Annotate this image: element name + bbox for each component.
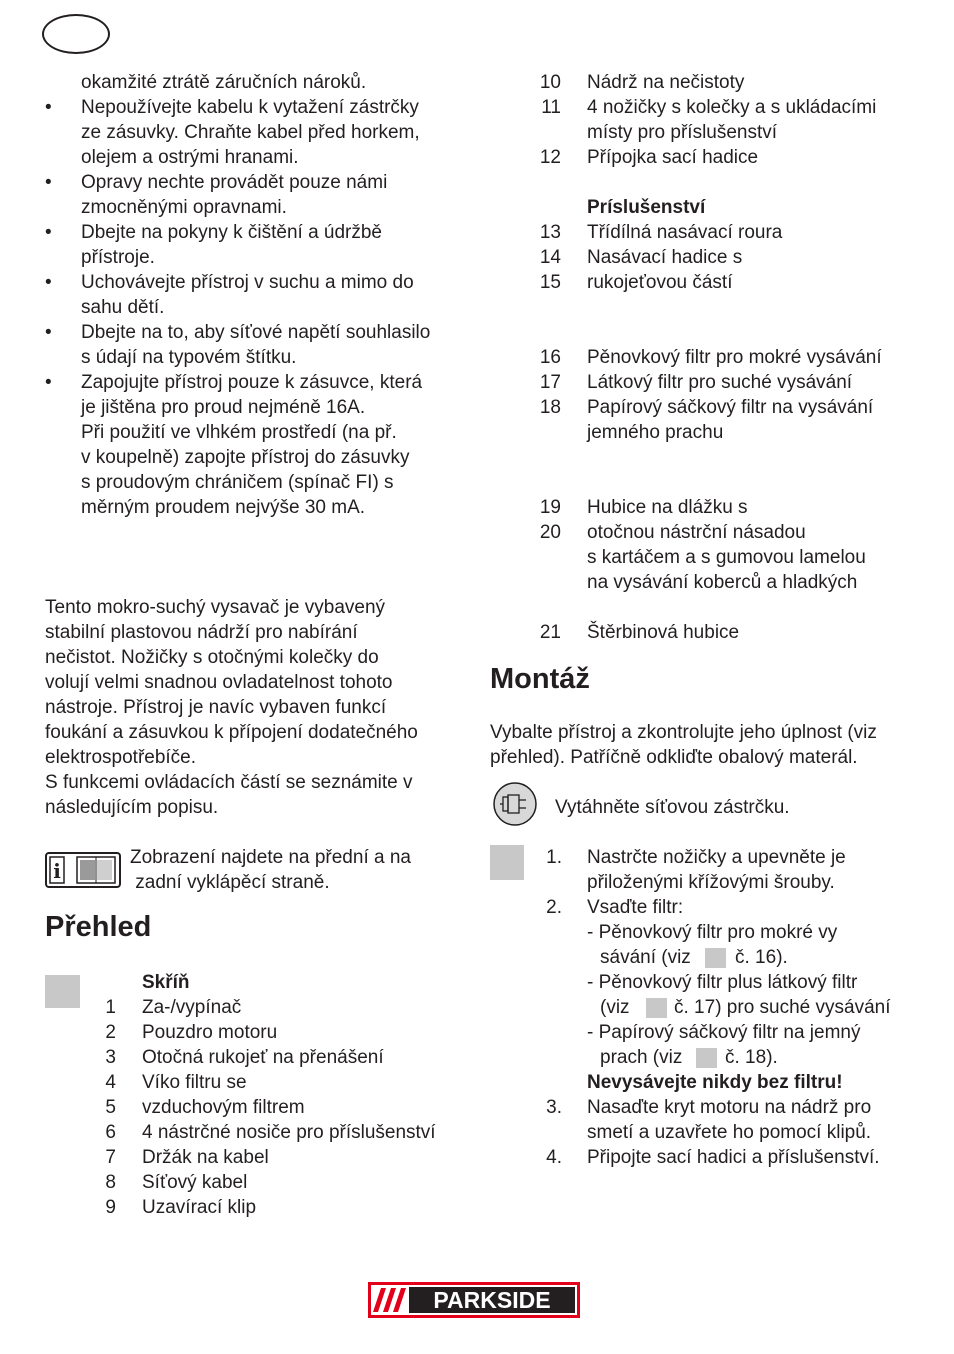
item-number: 20 xyxy=(539,522,561,543)
filter-option: č. 18). xyxy=(725,1047,778,1068)
item-text: Otočná rukojeť na přenášení xyxy=(142,1047,384,1068)
continued-text: okamžité ztrátě záručních nároků. xyxy=(81,72,367,93)
item-number: 1 xyxy=(105,997,116,1018)
item-number: 7 xyxy=(105,1147,116,1168)
step-number: 3. xyxy=(546,1097,562,1118)
bullet-text: ze zásuvky. Chraňte kabel před horkem, xyxy=(81,122,420,143)
step-text: Nastrčte nožičky a upevněte je xyxy=(587,847,846,868)
item-text: 4 nástrčné nosiče pro příslušenství xyxy=(142,1122,436,1143)
item-text: Látkový filtr pro suché vysávání xyxy=(587,372,853,393)
item-number: 2 xyxy=(105,1022,116,1043)
item-number: 10 xyxy=(539,72,561,93)
item-text: Přípojka sací hadice xyxy=(587,147,759,168)
item-text: Držák na kabel xyxy=(142,1147,269,1168)
item-text: Hubice na dlážku s xyxy=(587,497,748,518)
unplug-icon xyxy=(492,781,538,827)
item-number: 19 xyxy=(539,497,561,518)
item-text: na vysávání koberců a hladkých xyxy=(587,572,858,593)
item-number: 6 xyxy=(105,1122,116,1143)
brand-text: PARKSIDE xyxy=(433,1287,551,1313)
overview-heading: Přehled xyxy=(45,911,152,943)
bullet-text: zmocněnými opravnami. xyxy=(81,197,287,218)
item-number: 14 xyxy=(539,247,561,268)
item-number: 15 xyxy=(539,272,561,293)
bullet-text: Dbejte na pokyny k čištění a údržbě xyxy=(81,222,383,243)
bullet-text: Zapojujte přístroj pouze k zásuvce, která xyxy=(81,372,423,393)
unplug-text: Vytáhněte síťovou zástrčku. xyxy=(555,797,790,818)
bullet-text: s údají na typovém štítku. xyxy=(81,347,297,368)
figure-reference-box xyxy=(705,948,726,968)
filter-option: (viz xyxy=(600,997,630,1018)
description-line: nástroje. Přístroj je navíc vybaven funkcí xyxy=(45,697,387,718)
item-number: 3 xyxy=(105,1047,116,1068)
description-line: následujícím popisu. xyxy=(45,797,219,818)
step-text: Nasaďte kryt motoru na nádrž pro xyxy=(587,1097,872,1118)
filter-option: - Papírový sáčkový filtr na jemný xyxy=(587,1022,861,1043)
housing-heading: Skříň xyxy=(142,972,190,993)
item-number: 8 xyxy=(105,1172,116,1193)
figure-reference-box xyxy=(490,845,524,880)
item-text: Pouzdro motoru xyxy=(142,1022,278,1043)
step-number: 2. xyxy=(546,897,562,918)
item-number: 13 xyxy=(539,222,561,243)
figure-reference-box xyxy=(45,975,80,1008)
step-number: 1. xyxy=(546,847,562,868)
item-text: Nasávací hadice s xyxy=(587,247,743,268)
filter-option: sávání (viz xyxy=(600,947,691,968)
description-line: Tento mokro-suchý vysavač je vybavený xyxy=(45,597,386,618)
description-line: S funkcemi ovládacích částí se seznámite v xyxy=(45,772,413,793)
info-text: Zobrazení najdete na přední a na xyxy=(130,847,411,868)
bullet-text: Dbejte na to, aby síťové napětí souhlasilo xyxy=(81,322,431,343)
accessories-heading: Príslušenství xyxy=(587,197,706,218)
bullet: • xyxy=(45,97,52,118)
step-text: přiloženými křížovými šrouby. xyxy=(587,872,835,893)
info-book-icon xyxy=(45,852,121,888)
filter-option: č. 17) pro suché vysávání xyxy=(674,997,891,1018)
item-text: Pěnovkový filtr pro mokré vysávání xyxy=(587,347,882,368)
item-text: Nádrž na nečistoty xyxy=(587,72,745,93)
montage-intro: Vybalte přístroj a zkontrolujte jeho úplnost (viz xyxy=(490,722,877,743)
bullet: • xyxy=(45,222,52,243)
bullet-text: olejem a ostrými hranami. xyxy=(81,147,299,168)
item-text: rukojeťovou částí xyxy=(587,272,733,293)
parkside-logo xyxy=(367,1281,581,1319)
montage-heading: Montáž xyxy=(490,663,590,695)
bullet: • xyxy=(45,322,52,343)
description-line: foukání a zásuvkou k přípojení dodatečného xyxy=(45,722,418,743)
bullet-text: přístroje. xyxy=(81,247,155,268)
filter-option: č. 16). xyxy=(735,947,788,968)
item-number: 18 xyxy=(539,397,561,418)
item-text: Papírový sáčkový filtr na vysávání xyxy=(587,397,874,418)
item-text: vzduchovým filtrem xyxy=(142,1097,305,1118)
item-number: 12 xyxy=(539,147,561,168)
filter-warning: Nevysávejte nikdy bez filtru! xyxy=(587,1072,843,1093)
description-line: elektrospotřebíče. xyxy=(45,747,197,768)
step-text: smetí a uzavřete ho pomocí klipů. xyxy=(587,1122,872,1143)
item-text: Víko filtru se xyxy=(142,1072,247,1093)
filter-option: - Pěnovkový filtr plus látkový filtr xyxy=(587,972,858,993)
step-text: Vsaďte filtr: xyxy=(587,897,684,918)
filter-option: prach (viz xyxy=(600,1047,683,1068)
item-text: místy pro příslušenství xyxy=(587,122,778,143)
description-line: stabilní plastovou nádrží pro nabírání xyxy=(45,622,358,643)
item-text: 4 nožičky s kolečky a s ukládacími xyxy=(587,97,877,118)
bullet-text: je jištěna pro proud nejméně 16A. xyxy=(81,397,366,418)
item-number: 11 xyxy=(541,97,561,118)
item-text: Štěrbinová hubice xyxy=(587,622,740,643)
bullet-text: měrným proudem nejvýše 30 mA. xyxy=(81,497,366,518)
item-text: Třídílná nasávací roura xyxy=(587,222,783,243)
bullet-text: v koupelně) zapojte přístroj do zásuvky xyxy=(81,447,410,468)
bullet-text: Při použití ve vlhkém prostředí (na př. xyxy=(81,422,397,443)
description-line: volují velmi snadnou ovladatelnost tohoto xyxy=(45,672,393,693)
item-text: s kartáčem a s gumovou lamelou xyxy=(587,547,866,568)
item-text: Uzavírací klip xyxy=(142,1197,257,1218)
item-number: 21 xyxy=(539,622,561,643)
item-text: Síťový kabel xyxy=(142,1172,248,1193)
language-badge xyxy=(42,14,110,54)
svg-text:i: i xyxy=(53,859,61,883)
item-number: 16 xyxy=(539,347,561,368)
bullet: • xyxy=(45,372,52,393)
step-number: 4. xyxy=(546,1147,562,1168)
figure-reference-box xyxy=(646,998,667,1018)
bullet: • xyxy=(45,272,52,293)
item-number: 17 xyxy=(539,372,561,393)
figure-reference-box xyxy=(696,1048,717,1068)
montage-intro: přehled). Patříčně odkliďte obalový materál. xyxy=(490,747,858,768)
bullet: • xyxy=(45,172,52,193)
filter-option: - Pěnovkový filtr pro mokré vy xyxy=(587,922,838,943)
step-text: Připojte sací hadici a příslušenství. xyxy=(587,1147,880,1168)
item-text: jemného prachu xyxy=(587,422,724,443)
item-text: Za-/vypínač xyxy=(142,997,242,1018)
description-line: nečistot. Nožičky s otočnými kolečky do xyxy=(45,647,379,668)
info-text: zadní vyklápěcí straně. xyxy=(130,872,330,893)
item-number: 4 xyxy=(105,1072,116,1093)
item-number: 5 xyxy=(105,1097,116,1118)
bullet-text: s proudovým chráničem (spínač FI) s xyxy=(81,472,394,493)
item-text: otočnou nástrční násadou xyxy=(587,522,806,543)
bullet-text: Nepoužívejte kabelu k vytažení zástrčky xyxy=(81,97,419,118)
bullet-text: sahu dětí. xyxy=(81,297,165,318)
bullet-text: Opravy nechte provádět pouze námi xyxy=(81,172,388,193)
item-number: 9 xyxy=(105,1197,116,1218)
bullet-text: Uchovávejte přístroj v suchu a mimo do xyxy=(81,272,414,293)
